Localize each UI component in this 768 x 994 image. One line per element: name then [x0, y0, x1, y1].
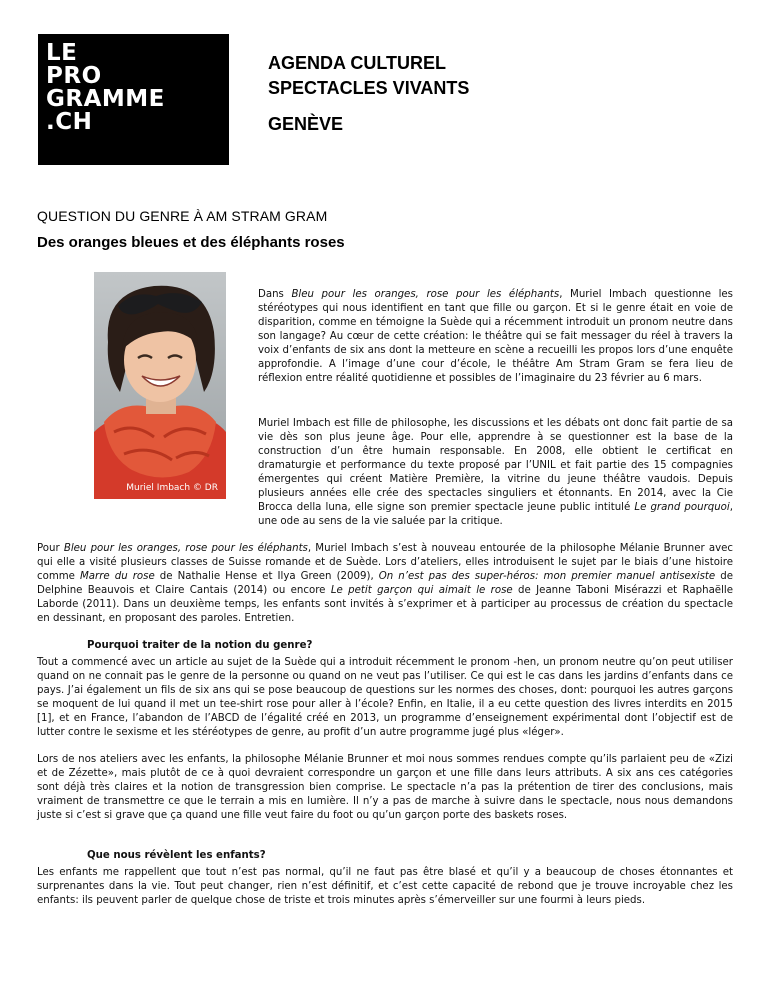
interview-answer: Tout a commencé avec un article au sujet de la Suède qui a introduit récemment le pronom -hen, un pronom neutre qu’on peut utiliser quand on ne connait pas le genre de la personne ou quand on ne veut pas l’utiliser. Ce qui est le cas dans les jardins d’enfants dans ce pays. J’ai également un fils de six ans qui se pose beaucoup de questions sur les normes des choses, dont: pourquoi les autres garçons se moquent de lui quand il met un tee-shirt rose pour aller à l’école? Enfin, en Italie, il a eu cette question des livres interdits en 2015 [1], et en France, l’abandon de l’ABCD de l’égalité créé en 2013, un programme d’enseignement expérimental dont l’objectif est de lutter contre le sexisme et les stéréotypes de genre, au profit d’un autre programme jugé plus «léger». — [37, 657, 733, 738]
show-title: Bleu pour les oranges, rose pour les éléphants — [63, 543, 308, 554]
book-title: On n’est pas des super-héros: mon premier manuel antisexiste — [378, 571, 716, 582]
paragraph-bio: Muriel Imbach est fille de philosophe, les discussions et les débats ont donc fait partie de sa vie dès son plus jeune âge. Pour elle, apprendre à se questionner est la base de la construction d’un être humain responsable. En 2008, elle obtient le certificat en dramaturgie et performance du texte proposé par l’UNIL et fait partie des 15 compagnies émergentes qui créent Matière Première, la vitrine du jeune théâtre vaudois. Depuis plusieurs années elle crée des spectacles singuliers et étonnants. En 2014, avec la Cie Brocca della luna, elle signe son premier spectacle jeune public intitulé Le grand pourquoi, une ode au sens de la vie saluée par la critique. — [258, 418, 733, 527]
portrait-illustration — [94, 272, 226, 499]
interview-question: Pourquoi traiter de la notion du genre? — [87, 640, 313, 651]
logo-line-1: LE — [46, 40, 78, 66]
interview-answer: Les enfants me rappellent que tout n’est pas normal, qu’il ne faut pas être blasé et qu’il y a beaucoup de choses étonnantes et surprenantes dans la vie. Tout peut changer, rien n’est définitif, et c’est cette capacité de rebond que je trouve incroyable chez les enfants: ils peuvent parler de quelque chose de triste et trois minutes après s’émerveiller sur une fourmi à leurs pieds. — [37, 867, 733, 906]
paragraph-process: Pour Bleu pour les oranges, rose pour les éléphants, Muriel Imbach s’est à nouveau entourée de la philosophe Mélanie Brunner avec qui elle a visité plusieurs classes de Suisse romande et de Suède. Lors d’ateliers, elles introduisent le sujet par le biais d’une histoire comme Marre du rose de Nathalie Hense et Ilya Green (2009), On n’est pas des super-héros: mon premier manuel antisexiste de Delphine Beauvois et Claire Cantais (2014) ou encore Le petit garçon qui aimait le rose de Jeanne Taboni Misérazzi et Raphaëlle Laborde (2011). Dans un deuxième temps, les enfants sont invités à s’exprimer et à participer au processus de création du spectacle en dessinant, en proposant des paroles. Entretien. — [37, 543, 734, 624]
header-spectacles: SPECTACLES VIVANTS — [268, 78, 470, 98]
interview-question: Que nous révèlent les enfants? — [87, 850, 266, 861]
leprogramme-logo[interactable] — [38, 34, 229, 165]
logo-line-4: .CH — [46, 109, 93, 135]
photo-caption: Muriel Imbach © DR — [126, 483, 218, 493]
logo-line-3: GRAMME — [46, 86, 165, 112]
portrait-photo — [94, 272, 226, 499]
article-headline: Des oranges bleues et des éléphants roses — [37, 234, 345, 251]
header-agenda: AGENDA CULTUREL — [268, 53, 446, 73]
paragraph-intro: Dans Bleu pour les oranges, rose pour les éléphants, Muriel Imbach questionne les stéréotypes qui nous identifient en tant que fille ou garçon. Et si le genre était en voie de disparition, comme en témoigne la Suède qui a récemment introduit un pronom neutre dans son langage? Au cœur de cette création: le théâtre qui se fait messager du réel à travers la voix d’enfants de six ans dont la metteure en scène a recueilli les propos lors d’une enquête approfondie. A l’image d’une cour d’école, le théâtre Am Stram Gram se fera lieu de réflexion entre réalité quotidienne et possibles de l’imaginaire du 23 février au 6 mars. — [258, 289, 733, 384]
header-city: GENÈVE — [268, 114, 344, 134]
book-title: Marre du rose — [80, 571, 155, 582]
interview-answer: Lors de nos ateliers avec les enfants, la philosophe Mélanie Brunner et moi nous sommes rendues compte qu’ils parlaient peu de «Zizi et de Zézette», mais plutôt de ce à quoi devraient correspondre un garçon et une fille dans leurs attributs. A six ans ces catégories sont déjà très claires et la notion de transgression bien comprise. Le spectacle n’a pas la prétention de tirer des conclusions, mais vraiment de transmettre ce que le terrain a mis en lumière. Il n’y a pas de marche à suivre dans le spectacle, nous nous demandons juste si c’est si grave que ça quand une fille veut faire du foot ou qu’un garçon porte des baskets roses. — [37, 754, 733, 821]
logo-line-2: PRO — [46, 63, 102, 89]
article-section: QUESTION DU GENRE À AM STRAM GRAM — [37, 208, 328, 224]
show-title: Bleu pour les oranges, rose pour les éléphants — [291, 289, 560, 300]
book-title: Le petit garçon qui aimait le rose — [330, 585, 513, 596]
show-title: Le grand pourquoi — [634, 502, 730, 513]
